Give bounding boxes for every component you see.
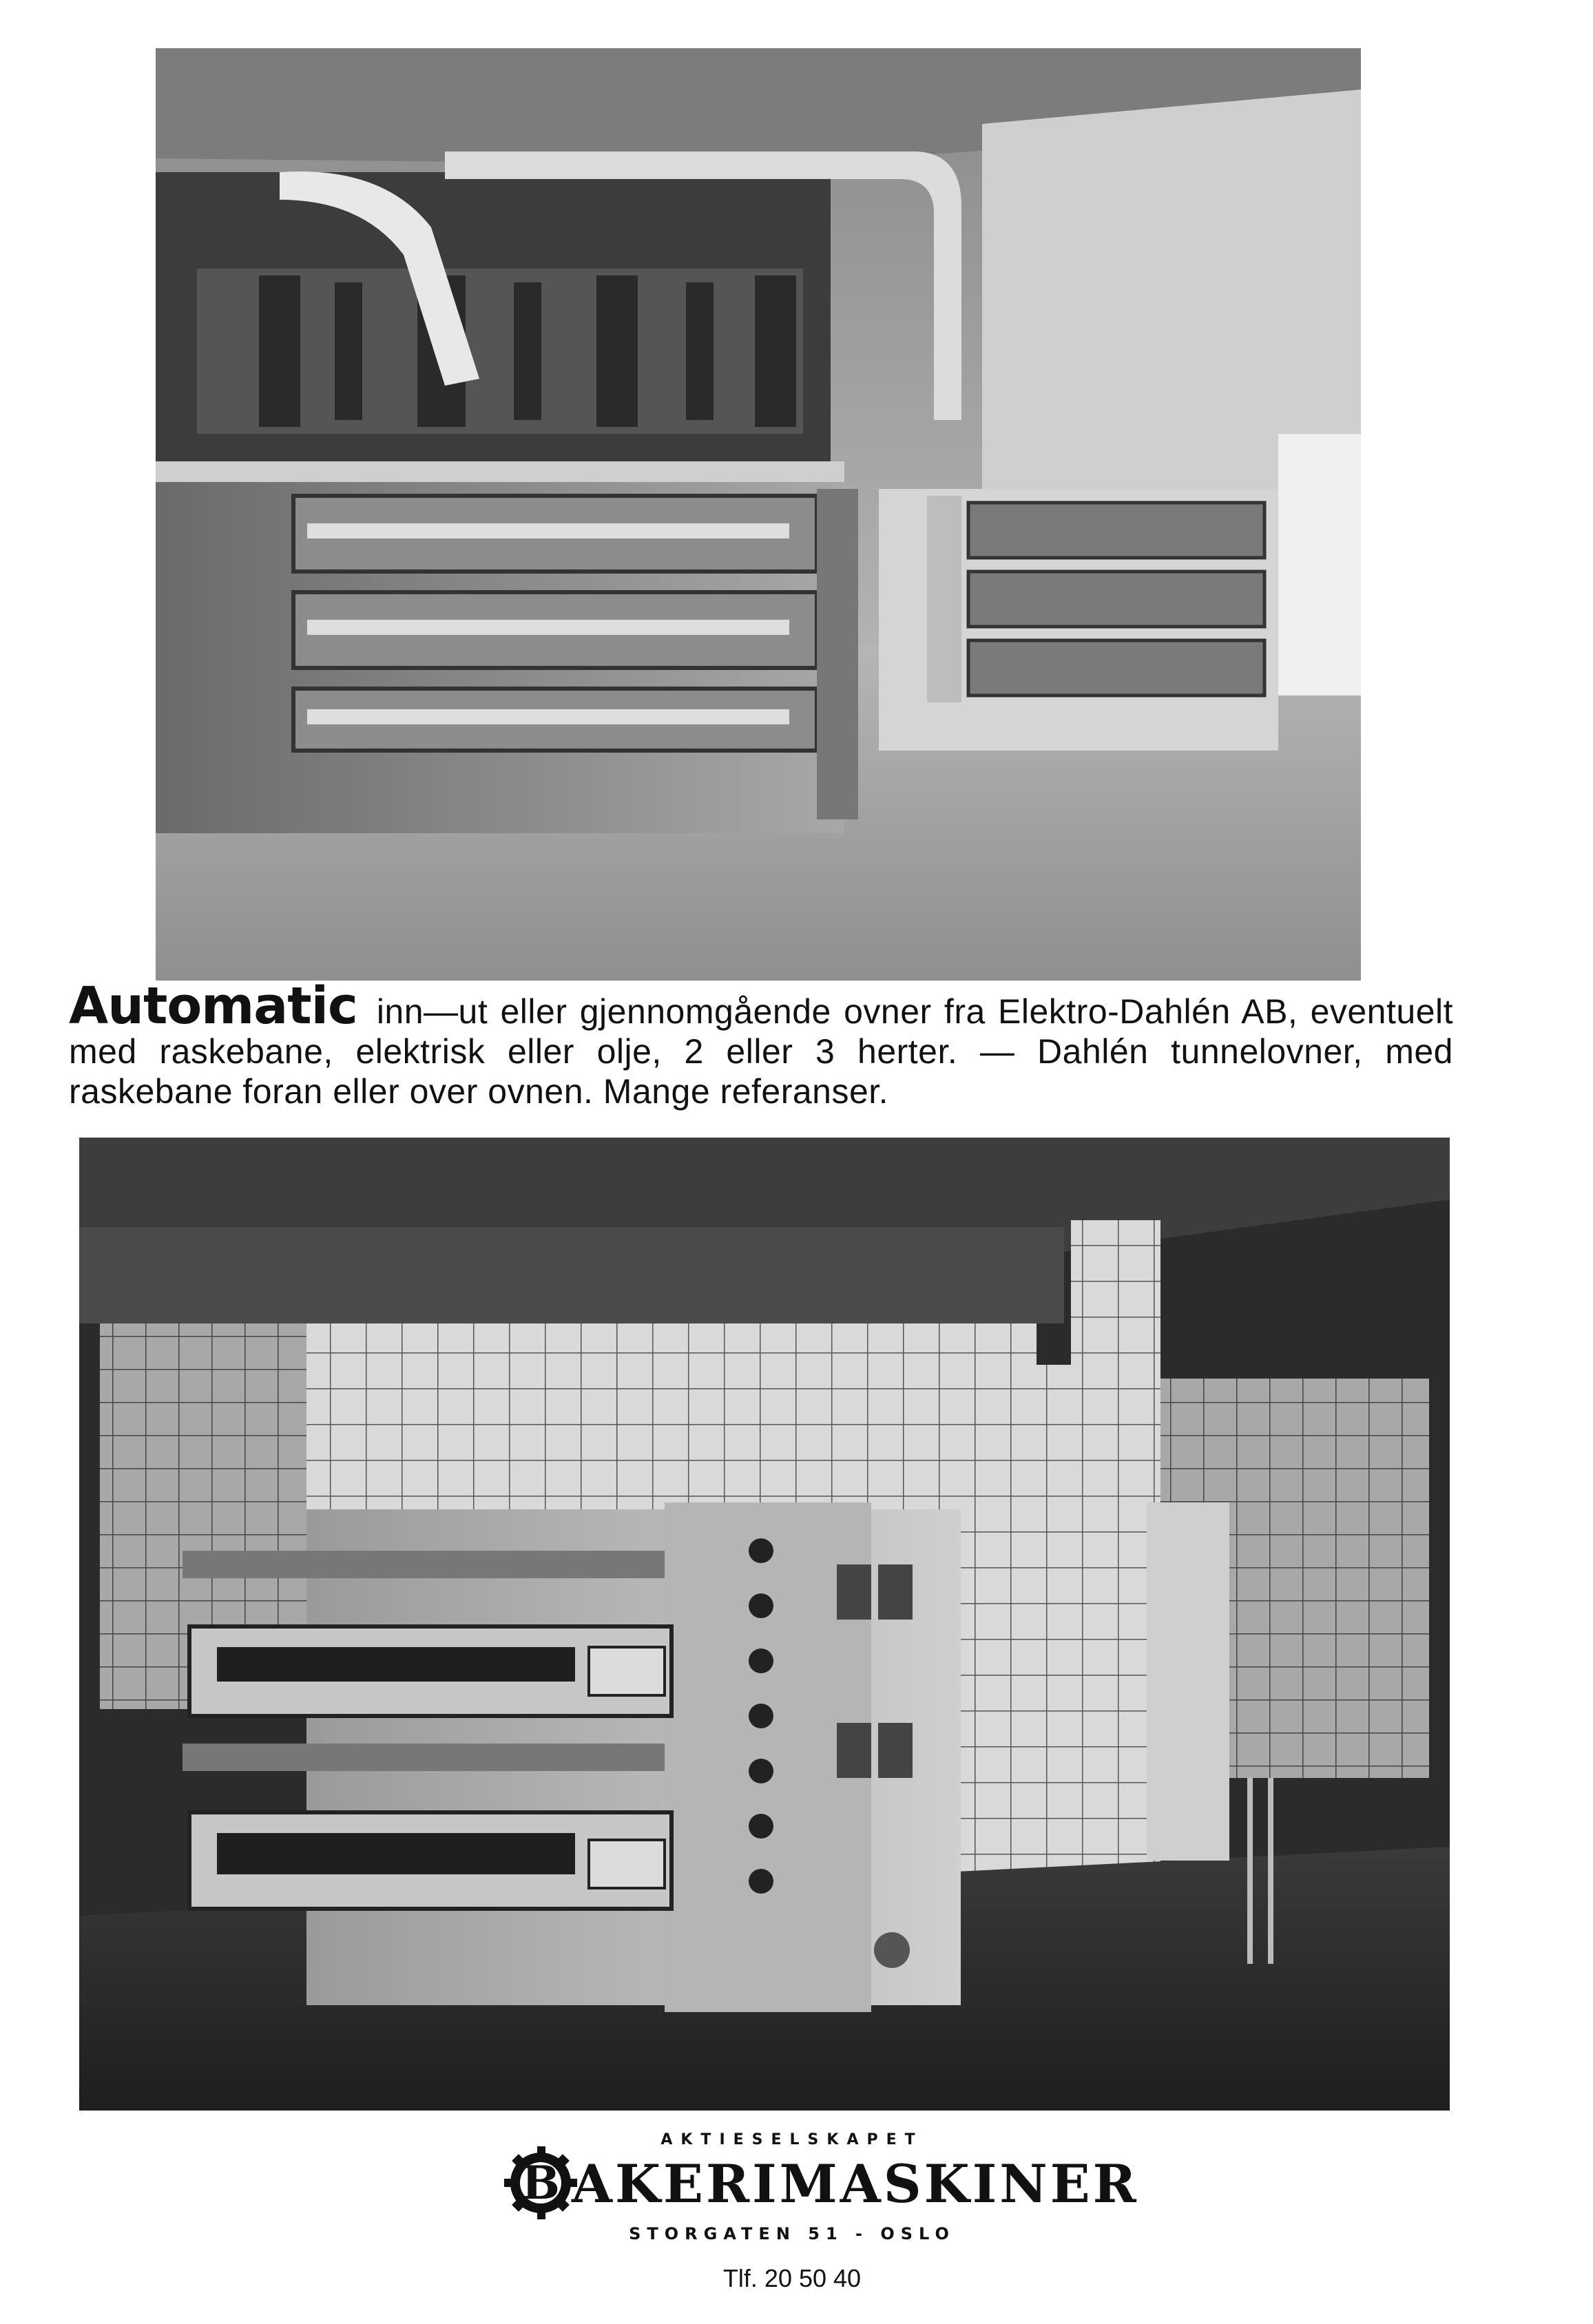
caption-lead: Automatic bbox=[69, 976, 357, 1036]
logo-phone: Tlf. 20 50 40 bbox=[722, 2264, 862, 2292]
logo-top-line: AKTIESELSKAPET bbox=[660, 2131, 924, 2148]
caption-text: inn—ut eller gjennomgående ovner fra Elektro-Dahlén AB, eventuelt med raskebane, elektrisk eller olje, 2 eller 3 herter. — Dahlén tunnelovner, med raskebane foran eller over ovnen. Mange referanser. bbox=[69, 992, 1453, 1111]
caption bbox=[69, 976, 1453, 1111]
svg-text:B: B bbox=[521, 2156, 560, 2210]
logo-name: AKERIMASKINER bbox=[572, 2153, 1139, 2215]
photo-bottom-oven bbox=[79, 1138, 1450, 2111]
company-logo bbox=[482, 2131, 1139, 2317]
photo-top-ovens bbox=[156, 48, 1361, 981]
logo-address: STORGATEN 51 - OSLO bbox=[629, 2224, 955, 2243]
logo-main bbox=[503, 2145, 1139, 2221]
